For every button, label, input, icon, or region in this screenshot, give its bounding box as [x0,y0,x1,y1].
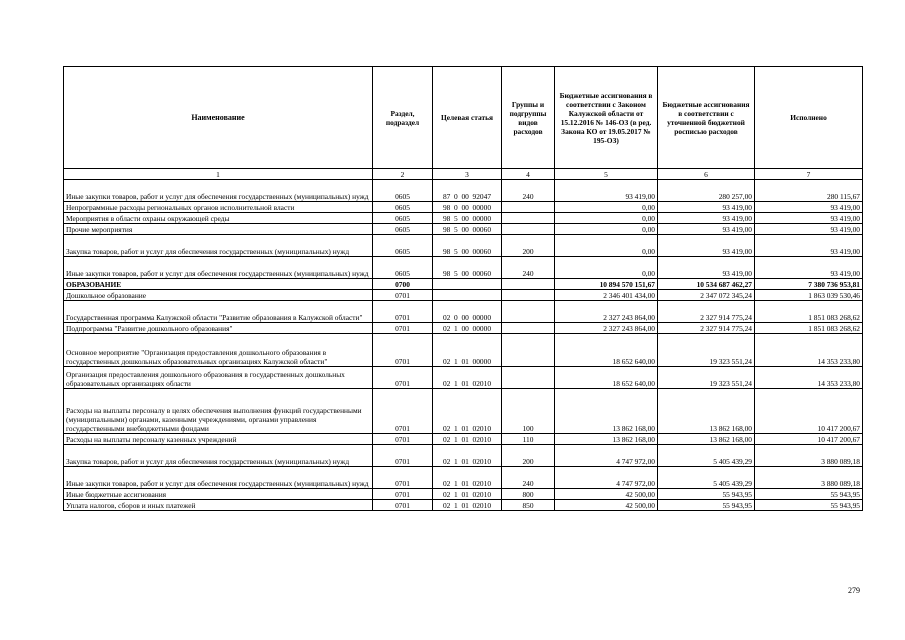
cell-name: Дошкольное образование [64,290,373,301]
budget-table [63,66,863,511]
cell-law-allocation: 0,00 [555,235,658,257]
cell-target-article: 02 1 00 00000 [433,323,502,334]
cell-law-allocation: 18 652 640,00 [555,367,658,389]
cell-executed: 1 851 083 268,62 [755,301,863,323]
cell-refined-allocation: 93 419,00 [658,202,755,213]
table-row [64,257,863,279]
cell-law-allocation: 4 747 972,00 [555,445,658,467]
cell-executed: 10 417 200,67 [755,434,863,445]
cell-refined-allocation: 19 323 551,24 [658,367,755,389]
column-number: 3 [433,169,502,180]
cell-refined-allocation: 93 419,00 [658,213,755,224]
cell-section: 0605 [373,257,433,279]
cell-target-article: 02 0 00 00000 [433,301,502,323]
cell-executed: 55 943,95 [755,500,863,511]
cell-executed: 3 880 089,18 [755,445,863,467]
table-row [64,279,863,290]
cell-refined-allocation: 2 327 914 775,24 [658,301,755,323]
header-expense-groups: Группы и подгруппы видов расходов [502,67,555,169]
cell-expense-group: 240 [502,257,555,279]
cell-law-allocation: 4 747 972,00 [555,467,658,489]
cell-executed: 1 863 039 530,46 [755,290,863,301]
cell-name: Иные закупки товаров, работ и услуг для обеспечения государственных (муниципальных) нужд [64,467,373,489]
cell-name: Закупка товаров, работ и услуг для обеспечения государственных (муниципальных) нужд [64,445,373,467]
cell-name: Прочие мероприятия [64,224,373,235]
cell-executed: 14 353 233,80 [755,367,863,389]
cell-target-article: 98 5 00 00060 [433,257,502,279]
cell-target-article: 02 1 01 02010 [433,445,502,467]
cell-expense-group [502,323,555,334]
cell-name: Закупка товаров, работ и услуг для обеспечения государственных (муниципальных) нужд [64,235,373,257]
cell-refined-allocation: 5 405 439,29 [658,467,755,489]
cell-name: Государственная программа Калужской области "Развитие образования в Калужской области" [64,301,373,323]
cell-expense-group [502,301,555,323]
table-row [64,213,863,224]
table-row [64,180,863,202]
column-number: 1 [64,169,373,180]
cell-law-allocation: 0,00 [555,224,658,235]
cell-name: Иные бюджетные ассигнования [64,489,373,500]
cell-target-article: 02 1 01 02010 [433,389,502,434]
cell-expense-group: 200 [502,445,555,467]
cell-name: Иные закупки товаров, работ и услуг для обеспечения государственных (муниципальных) нужд [64,257,373,279]
cell-executed: 280 115,67 [755,180,863,202]
cell-expense-group [502,367,555,389]
cell-refined-allocation: 55 943,95 [658,489,755,500]
cell-executed: 93 419,00 [755,224,863,235]
table-row [64,334,863,367]
cell-law-allocation: 2 327 243 864,00 [555,323,658,334]
cell-target-article: 98 5 00 00000 [433,213,502,224]
cell-law-allocation: 0,00 [555,202,658,213]
cell-refined-allocation: 93 419,00 [658,235,755,257]
table-row [64,367,863,389]
cell-law-allocation: 0,00 [555,257,658,279]
cell-section: 0701 [373,389,433,434]
cell-expense-group [502,224,555,235]
header-executed: Исполнено [755,67,863,169]
cell-executed: 3 880 089,18 [755,467,863,489]
cell-refined-allocation: 55 943,95 [658,500,755,511]
cell-name: Организация предоставления дошкольного образования в государственных дошкольных образовательных организациях области [64,367,373,389]
cell-executed: 14 353 233,80 [755,334,863,367]
column-number: 7 [755,169,863,180]
column-number: 2 [373,169,433,180]
cell-refined-allocation: 93 419,00 [658,257,755,279]
cell-section: 0701 [373,467,433,489]
cell-refined-allocation: 13 862 168,00 [658,389,755,434]
cell-name: Непрограммные расходы региональных органов исполнительной власти [64,202,373,213]
column-number: 6 [658,169,755,180]
cell-target-article: 02 1 01 02010 [433,434,502,445]
cell-name: Иные закупки товаров, работ и услуг для обеспечения государственных (муниципальных) нужд [64,180,373,202]
cell-law-allocation: 10 894 570 151,67 [555,279,658,290]
cell-executed: 93 419,00 [755,235,863,257]
header-law-allocations: Бюджетные ассигнования в соответствии с Законом Калужской области от 15.12.2016 № 146-ОЗ (в ред. Закона КО от 19.05.2017 № 195-ОЗ) [555,67,658,169]
cell-section: 0701 [373,334,433,367]
table-row [64,235,863,257]
cell-name: Уплата налогов, сборов и иных платежей [64,500,373,511]
cell-law-allocation: 0,00 [555,213,658,224]
cell-target-article: 98 5 00 00060 [433,224,502,235]
cell-expense-group: 850 [502,500,555,511]
cell-section: 0701 [373,445,433,467]
cell-refined-allocation: 19 323 551,24 [658,334,755,367]
page-number: 279 [848,586,860,595]
table-row [64,290,863,301]
cell-section: 0701 [373,290,433,301]
cell-law-allocation: 93 419,00 [555,180,658,202]
header-target-article: Целевая статья [433,67,502,169]
cell-executed: 93 419,00 [755,202,863,213]
cell-target-article: 02 1 01 02010 [433,500,502,511]
table-row [64,301,863,323]
cell-section: 0701 [373,489,433,500]
cell-target-article [433,290,502,301]
cell-expense-group [502,202,555,213]
table-row [64,489,863,500]
cell-expense-group: 110 [502,434,555,445]
cell-law-allocation: 2 346 401 434,00 [555,290,658,301]
cell-name: Мероприятия в области охраны окружающей среды [64,213,373,224]
cell-expense-group [502,334,555,367]
cell-target-article: 02 1 01 02010 [433,467,502,489]
cell-name: Подпрограмма "Развитие дошкольного образования" [64,323,373,334]
cell-section: 0605 [373,235,433,257]
cell-name: Основное мероприятие "Организация предоставления дошкольного образования в государственных дошкольных образовательных организациях Калужской области" [64,334,373,367]
cell-law-allocation: 42 500,00 [555,500,658,511]
table-row [64,467,863,489]
table-header-row [64,67,863,169]
cell-expense-group: 240 [502,180,555,202]
column-number: 5 [555,169,658,180]
header-section: Раздел, подраздел [373,67,433,169]
cell-section: 0700 [373,279,433,290]
cell-name: Расходы на выплаты персоналу в целях обеспечения выполнения функций государственными (муниципальными) органами, казенными учреждениями, органами управления государственными внебюджетными фондами [64,389,373,434]
table-row [64,224,863,235]
cell-refined-allocation: 93 419,00 [658,224,755,235]
cell-section: 0605 [373,202,433,213]
cell-section: 0701 [373,301,433,323]
cell-section: 0701 [373,500,433,511]
table-row [64,500,863,511]
cell-refined-allocation: 5 405 439,29 [658,445,755,467]
header-refined-allocations: Бюджетные ассигнования в соответствии с уточненной бюджетной росписью расходов [658,67,755,169]
cell-refined-allocation: 280 257,00 [658,180,755,202]
cell-executed: 55 943,95 [755,489,863,500]
cell-refined-allocation: 13 862 168,00 [658,434,755,445]
cell-executed: 93 419,00 [755,213,863,224]
cell-name: ОБРАЗОВАНИЕ [64,279,373,290]
cell-executed: 93 419,00 [755,257,863,279]
cell-target-article: 02 1 01 00000 [433,334,502,367]
cell-executed: 1 851 083 268,62 [755,323,863,334]
cell-target-article: 87 0 00 92047 [433,180,502,202]
cell-executed: 10 417 200,67 [755,389,863,434]
column-number: 4 [502,169,555,180]
cell-target-article: 02 1 01 02010 [433,489,502,500]
header-name: Наименование [64,67,373,169]
table-row [64,434,863,445]
table-row [64,202,863,213]
cell-expense-group [502,290,555,301]
cell-expense-group: 100 [502,389,555,434]
cell-expense-group [502,213,555,224]
table-row [64,323,863,334]
cell-law-allocation: 13 862 168,00 [555,434,658,445]
cell-refined-allocation: 2 347 072 345,24 [658,290,755,301]
cell-expense-group: 800 [502,489,555,500]
cell-expense-group: 240 [502,467,555,489]
cell-section: 0701 [373,323,433,334]
cell-section: 0701 [373,434,433,445]
column-number-row [64,169,863,180]
cell-refined-allocation: 2 327 914 775,24 [658,323,755,334]
cell-law-allocation: 13 862 168,00 [555,389,658,434]
cell-target-article: 98 0 00 00000 [433,202,502,213]
cell-refined-allocation: 10 534 687 462,27 [658,279,755,290]
table-row [64,445,863,467]
table-body [64,180,863,511]
cell-section: 0605 [373,213,433,224]
table-row [64,389,863,434]
cell-executed: 7 380 736 953,81 [755,279,863,290]
cell-section: 0605 [373,180,433,202]
cell-law-allocation: 18 652 640,00 [555,334,658,367]
cell-law-allocation: 42 500,00 [555,489,658,500]
cell-law-allocation: 2 327 243 864,00 [555,301,658,323]
cell-target-article: 02 1 01 02010 [433,367,502,389]
cell-section: 0605 [373,224,433,235]
cell-expense-group [502,279,555,290]
cell-target-article: 98 5 00 00060 [433,235,502,257]
cell-expense-group: 200 [502,235,555,257]
cell-name: Расходы на выплаты персоналу казенных учреждений [64,434,373,445]
cell-target-article [433,279,502,290]
cell-section: 0701 [373,367,433,389]
